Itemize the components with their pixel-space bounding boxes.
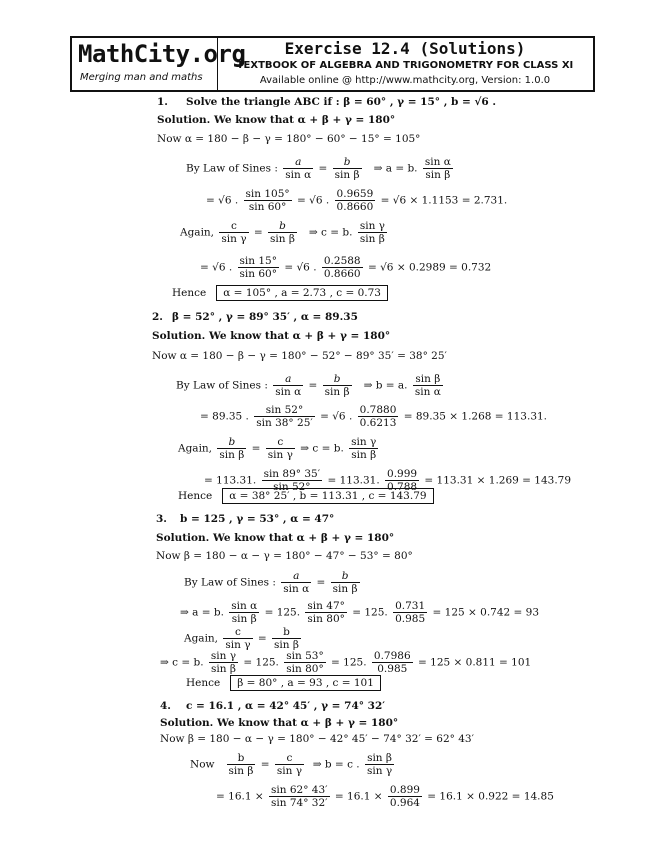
problem-1-again: Again, $\frac{c}{\text{sin γ}}$ = $\frac{b}{\text{sin β}}$ ⇒ c = b. $\frac{\text{sin γ}}{\text{sin β}}$ [180,220,385,245]
problem-4-calc-b: = 16.1 × $\frac{\sin 62^\circ 43'}{\sin 74^\circ 32'}$ = 16.1 × $\frac{0.899}{0.964}$ = 16.1 × 0.922 = 14.85 [216,784,554,809]
problem-1-solution: Solution. We know that α + β + γ = 180° [157,114,396,126]
problem-4-number: 4. [160,700,171,712]
page-header [70,36,595,92]
problem-2-number: 2. [152,311,163,323]
problem-2-angle: Now α = 180 − β − γ = 180° − 52° − 89° 35′ = 38° 25′ [152,350,447,362]
problem-2-statement: β = 52° , γ = 89° 35′ , α = 89.35 [172,311,358,323]
problem-2-law: By Law of Sines : $\frac{a}{\text{sin α}}$ = $\frac{b}{\text{sin β}}$ ⇒ b = a. $\frac{\text{sin β}}{\text{sin α}}$ [176,373,441,398]
problem-3-statement: b = 125 , γ = 53° , α = 47° [180,513,335,525]
problem-1-law: By Law of Sines : $\frac{a}{\text{sin α}}$ = $\frac{b}{\text{sin β}}$ ⇒ a = b. $\frac{\text{sin α}}{\text{sin β}}$ [186,156,451,181]
problem-3-law: By Law of Sines : $\frac{a}{\text{sin α}}$ = $\frac{b}{\text{sin β}}$ [184,570,358,595]
tagline: Merging man and maths [80,72,203,83]
problem-4-solution: Solution. We know that α + β + γ = 180° [160,717,399,729]
page-title: Exercise 12.4 (Solutions) [284,39,526,58]
problem-1-angle: Now α = 180 − β − γ = 180° − 60° − 15° = 105° [157,133,421,145]
problem-3-again: Again, $\frac{c}{\text{sin γ}}$ = $\frac{b}{\text{sin β}}$ [184,626,299,651]
problem-3-hence: Hence β = 80° , a = 93 , c = 101 [186,677,381,689]
problem-1-hence: Hence α = 105° , a = 2.73 , c = 0.73 [172,287,388,299]
logo[interactable]: MathCity.org [78,40,246,68]
problem-3-number: 3. [156,513,167,525]
problem-1-answer-box: α = 105° , a = 2.73 , c = 0.73 [216,285,388,301]
problem-3-angle: Now β = 180 − α − γ = 180° − 47° − 53° = 80° [156,550,413,562]
problem-2-calc-c: = 113.31. $\frac{\sin 89^\circ 35'}{\sin 52^\circ}$ = 113.31. $\frac{0.999}{0.788}$ = 113.31 × 1.269 = 143.79 [204,468,572,493]
problem-4-law: Now $\frac{b}{\text{sin β}}$ = $\frac{c}{\text{sin γ}}$ ⇒ b = c . $\frac{\text{sin β}}{\text{sin γ}}$ [190,752,393,777]
problem-1-number: 1. [157,96,168,108]
problem-2-calc-b: = 89.35 . $\frac{\sin 52^\circ}{\sin 38^\circ 25'}$ = √6 . $\frac{0.7880}{0.6213}$ = 89.35 × 1.268 = 113.31. [200,404,548,429]
problem-4-angle: Now β = 180 − α − γ = 180° − 42° 45′ − 74° 32′ = 62° 43′ [160,733,474,745]
problem-1-calc-c: = √6 . $\frac{\sin 15^\circ}{\sin 60^\circ}$ = √6 . $\frac{0.2588}{0.8660}$ = √6 × 0.2989 = 0.732 [200,255,492,280]
problem-2-again: Again, $\frac{b}{\text{sin β}}$ = $\frac{c}{\text{sin γ}}$ ⇒ c = b. $\frac{\text{sin γ}}{\text{sin β}}$ [178,436,377,461]
problem-3-calc-a: ⇒ a = b. $\frac{\text{sin α}}{\text{sin β}}$ = 125. $\frac{\sin 47^\circ}{\sin 80^\circ}$ = 125. $\frac{0.731}{0.985}$ = 125 × 0.742 = 93 [180,600,540,625]
availability-line: Available online @ http://www.mathcity.org, Version: 1.0.0 [259,75,551,86]
book-subtitle: TEXTBOOK OF ALGEBRA AND TRIGONOMETRY FOR CLASS XI [236,60,574,71]
problem-2-answer-box: α = 38° 25′ , b = 113.31 , c = 143.79 [222,488,433,504]
problem-2-solution: Solution. We know that α + β + γ = 180° [152,330,391,342]
problem-3-calc-c: ⇒ c = b. $\frac{\text{sin γ}}{\text{sin β}}$ = 125. $\frac{\sin 53^\circ}{\sin 80^\circ}$ = 125. $\frac{0.7986}{0.985}$ = 125 × 0.811 = 101 [160,650,532,675]
problem-3-answer-box: β = 80° , a = 93 , c = 101 [230,675,381,691]
problem-2-hence: Hence α = 38° 25′ , b = 113.31 , c = 143.79 [178,490,434,502]
problem-3-solution: Solution. We know that α + β + γ = 180° [156,532,395,544]
problem-4-statement: c = 16.1 , α = 42° 45′ , γ = 74° 32′ [186,700,386,712]
problem-1-calc-a: = √6 . $\frac{\sin 105^\circ}{\sin 60^\circ}$ = √6 . $\frac{0.9659}{0.8660}$ = √6 × 1.1153 = 2.731. [206,188,508,213]
logo-box [72,38,246,90]
problem-1-statement: Solve the triangle ABC if : β = 60° , γ = 15° , b = √6 . [186,96,496,108]
